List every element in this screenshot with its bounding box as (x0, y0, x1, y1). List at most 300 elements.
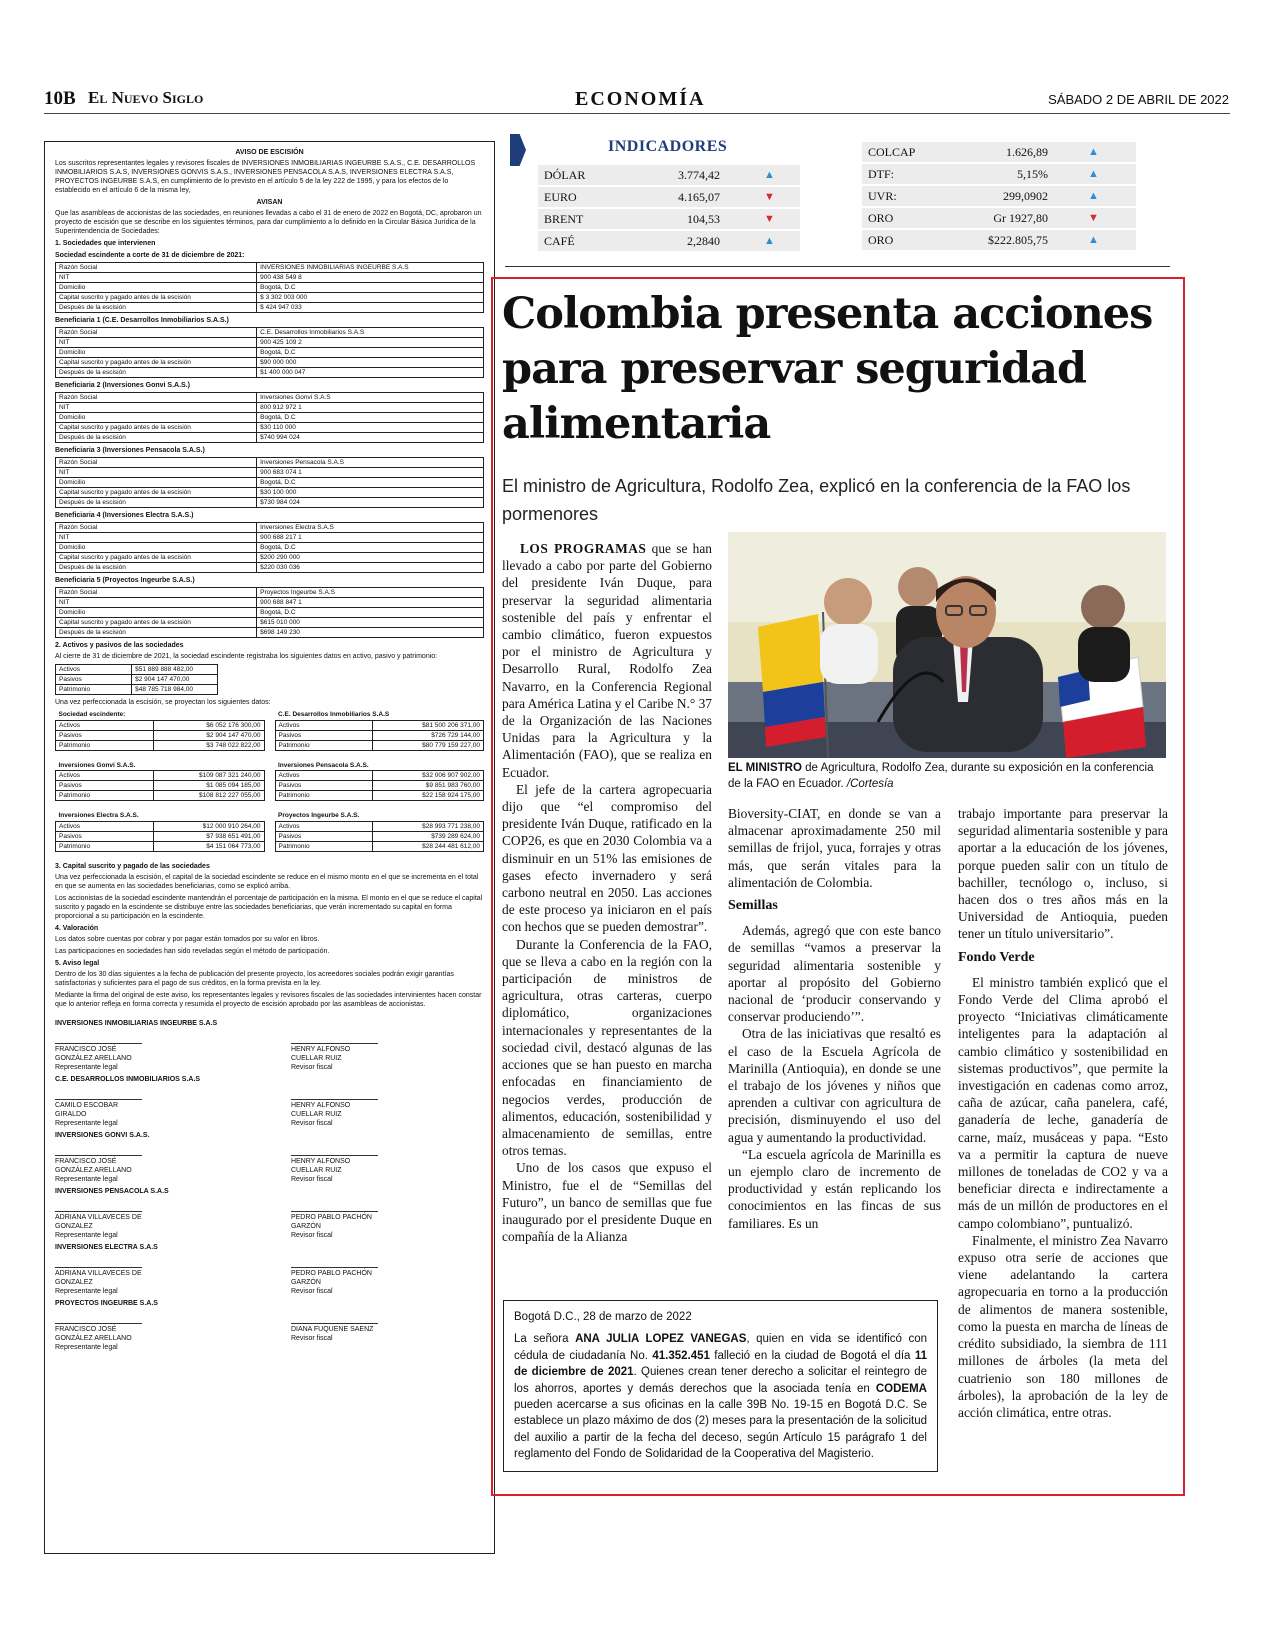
projected-header-row (275, 811, 484, 821)
row-label: Domicilio (56, 348, 257, 358)
article-paragraph (502, 540, 712, 781)
indicator-name: BRENT (544, 212, 584, 226)
row-label: Razón Social (56, 393, 257, 403)
row-label: Razón Social (56, 523, 257, 533)
projected-value: $12 000 910 264,00 (153, 821, 264, 831)
projected-table (55, 710, 265, 751)
balance-label: Pasivos (56, 675, 132, 685)
notice-avisan: AVISAN (256, 199, 283, 206)
company-table-row (56, 563, 484, 573)
indicator-value: 4.165,07 (678, 190, 720, 204)
notice-paragraph: Una vez perfeccionada la escisión, el capital de la sociedad escindente se reduce en el mismo monto en el que se incrementa en el total en que se aumenta en las sociedades beneficiarias, como se explicó arriba. (55, 873, 479, 890)
row-label: NIT (56, 338, 257, 348)
projected-label: Pasivos (275, 730, 373, 740)
projected-label: Activos (275, 771, 373, 781)
arrow-down-icon: ▼ (764, 191, 775, 203)
projected-row (275, 730, 484, 740)
indicator-row (862, 164, 1136, 184)
company-table-row (56, 273, 484, 283)
arrow-down-icon: ▼ (1088, 212, 1099, 224)
projected-value: $109 087 321 240,00 (153, 771, 264, 781)
row-value: Bogotá, D.C (257, 348, 484, 358)
signature-company: INVERSIONES GONVI S.A.S. (55, 1131, 150, 1139)
indicator-name: EURO (544, 190, 577, 204)
newspaper-name: El Nuevo Siglo (88, 88, 204, 107)
representative-signature (55, 1198, 248, 1240)
projected-label: Patrimonio (56, 740, 154, 750)
projected-label: Patrimonio (275, 841, 373, 851)
projected-label: Activos (56, 771, 154, 781)
representative-name: CAMILO ESCOBAR GIRALDO (55, 1099, 142, 1119)
row-label: Después de la escisión (56, 433, 257, 443)
row-label: Razón Social (56, 588, 257, 598)
projected-company: C.E. Desarrollos Inmobiliarios S.A.S (278, 711, 390, 719)
revisor-role: Revisor fiscal (290, 1175, 333, 1183)
indicator-name: ORO (868, 211, 894, 225)
projected-label: Pasivos (275, 831, 373, 841)
row-value: Inversiones Gonvi S.A.S (257, 393, 484, 403)
company-table-row (56, 358, 484, 368)
projected-value: $80 779 159 227,00 (373, 740, 484, 750)
row-value: Bogotá, D.C (257, 543, 484, 553)
row-label: Capital suscrito y pagado antes de la escisión (56, 358, 257, 368)
revisor-name: HENRY ALFONSO CUELLAR RUIZ (291, 1155, 378, 1175)
organization-name: CODEMA (875, 1382, 927, 1395)
article-paragraph: “La escuela agrícola de Marinilla es un ejemplo claro de incremento de productividad y están replicando los conocimientos en las fincas de sus familiares. Es un (728, 1146, 941, 1231)
balance-label: Activos (56, 665, 132, 675)
notice-paragraph: Al cierre de 31 de diciembre de 2021, la sociedad escindente registraba los siguientes datos en activo, pasivo y patrimonio: (55, 653, 438, 660)
projected-value: $1 085 094 185,00 (153, 781, 264, 791)
company-table-row (56, 293, 484, 303)
company-table-row (56, 263, 484, 273)
row-value: C.E. Desarrollos Inmobiliarios S.A.S (257, 328, 484, 338)
projected-value: $32 006 907 902,00 (373, 771, 484, 781)
row-label: Razón Social (56, 458, 257, 468)
projected-row (275, 771, 484, 781)
indicator-name: DÓLAR (544, 168, 586, 182)
section-name: ECONOMÍA (575, 88, 706, 110)
notice-paragraph: Que las asambleas de accionistas de las sociedades, en reuniones llevadas a cabo el 31 de enero de 2022 en Bogotá, DC, aprobaron un proyecto de escisión que se describe en los siguientes términos, para dar cumplimiento a lo definido en la Circular Básica Jurídica de la Superintendencia de Sociedades: (55, 210, 482, 235)
representative-role: Representante legal (55, 1343, 118, 1351)
company-table-row (56, 588, 484, 598)
row-value: $615 010 000 (257, 618, 484, 628)
balance-row (56, 675, 218, 685)
balance-value: $2 904 147 470,00 (132, 675, 218, 685)
revisor-role: Revisor fiscal (290, 1231, 333, 1239)
revisor-signature (291, 1086, 484, 1128)
notice-paragraph: Los accionistas de la sociedad escindente mantendrán el porcentaje de participación en la misma. El monto en el que se reduce el capital suscrito y pagado en la escindente se distribuye entre las sociedades beneficiarias, que verán incrementado su capital en forma proporcional a su participación en la escindente. (55, 894, 483, 920)
company-table-row (56, 478, 484, 488)
company-heading: Beneficiaria 5 (Proyectos Ingeurbe S.A.S.) (55, 577, 195, 584)
company-table-row (56, 348, 484, 358)
issue-date: SÁBADO 2 DE ABRIL DE 2022 (1048, 92, 1229, 107)
row-value: Bogotá, D.C (257, 478, 484, 488)
representative-name: ADRIANA VILLAVECES DE GONZALEZ (55, 1267, 142, 1287)
projected-row (275, 821, 484, 831)
company-table-row (56, 498, 484, 508)
projected-label: Activos (56, 821, 154, 831)
arrow-up-icon: ▲ (1088, 146, 1099, 158)
company-table-row (56, 543, 484, 553)
indicator-value: 299,0902 (1003, 189, 1048, 203)
company-table-row (56, 303, 484, 313)
row-label: Capital suscrito y pagado antes de la escisión (56, 553, 257, 563)
arrow-up-icon: ▲ (764, 169, 775, 181)
projected-value: $108 812 227 055,00 (153, 791, 264, 801)
caption-text: de Agricultura, Rodolfo Zea, durante su exposición en la conferencia de la FAO en Ecuador. (728, 762, 1154, 790)
row-label: Domicilio (56, 413, 257, 423)
row-label: Domicilio (56, 608, 257, 618)
page-number: 10B (44, 88, 76, 109)
company-table-row (56, 628, 484, 638)
notice-paragraph: Una vez perfeccionada la escisión, se proyectan los siguientes datos: (55, 699, 271, 706)
representative-signature (55, 1310, 248, 1352)
projected-label: Patrimonio (275, 791, 373, 801)
projected-tables (55, 710, 484, 854)
projected-row (56, 831, 265, 841)
company-table-row (56, 458, 484, 468)
row-value: 800 912 972 1 (257, 403, 484, 413)
representative-signature (55, 1030, 248, 1072)
company-table-row (56, 368, 484, 378)
row-value: $ 424 947 033 (257, 303, 484, 313)
row-label: Razón Social (56, 328, 257, 338)
company-table (55, 262, 484, 313)
projected-table (275, 811, 485, 852)
obituary-text: , quien en vida se identificó con cédula de ciudadanía No. (514, 1333, 927, 1362)
representative-name: FRANCISCO JOSÉ GONZÁLEZ ARELLANO (55, 1043, 142, 1063)
projected-label: Activos (275, 720, 373, 730)
article-paragraph: Finalmente, el ministro Zea Navarro expuso otra serie de acciones que viene adelantando la cartera agropecuaria en torno a la producción de alimentos de manera sostenible, como la puesta en marcha de líneas de crédito subsidiado, la siembra de 111 millones de árboles (la meta del cuatrienio son 180 millones de árboles), la aprobación de la ley de acción climática, entre otras. (958, 1232, 1168, 1420)
row-value: Bogotá, D.C (257, 608, 484, 618)
signature-row (55, 1142, 484, 1184)
company-table (55, 522, 484, 573)
revisor-role: Revisor fiscal (290, 1063, 333, 1071)
company-table-row (56, 468, 484, 478)
row-label: Después de la escisión (56, 563, 257, 573)
representative-signature (55, 1086, 248, 1128)
row-label: NIT (56, 598, 257, 608)
obituary-text: La señora (514, 1333, 576, 1346)
projected-header-row (275, 710, 484, 720)
row-label: Capital suscrito y pagado antes de la escisión (56, 293, 257, 303)
revisor-signature (291, 1198, 484, 1240)
company-table-row (56, 433, 484, 443)
notice-heading: 5. Aviso legal (55, 959, 100, 967)
paragraph-text: que se han llevado a cabo por parte del Gobierno del presidente Iván Duque, para preservar la seguridad alimentaria sostenible del país y enfrentar el cambio climático, fueron expuestos por el ministro de Agricultura y Desarrollo Rural, Rodolfo Zea Navarro, en la Conferencia Regional para América Latina y el Caribe N.° 37 de la Organización de las Naciones Unidas para la Agricultura y la Alimentación (FAO), que se realiza en Ecuador. (502, 541, 713, 780)
signature-row (55, 1086, 484, 1128)
company-table-row (56, 328, 484, 338)
projected-value: $739 289 624,00 (373, 831, 484, 841)
company-table-row (56, 523, 484, 533)
projected-header-row (275, 761, 484, 771)
obituary-body (514, 1331, 927, 1462)
projected-label: Patrimonio (275, 740, 373, 750)
revisor-name: PEDRO PABLO PACHÓN GARZÓN (291, 1267, 378, 1287)
notice-intro: Los suscritos representantes legales y revisores fiscales de INVERSIONES INMOBILIARIAS INGEURBE S.A.S., C.E. DESARROLLOS INMOBILIARIOS S.A.S, INVERSIONES GONVIS S.A.S., INVERSIONES PENSACOLA S.A.S, INVERSIONES ELECTRA S.A.S, PROYECTOS INGEURBE S.A.S, en cumplimiento de lo previsto en el artículo 5 de la ley 222 de 1995, y para los efectos de lo establecido en el artículo 6 de la misma ley, (55, 160, 476, 194)
row-value: 900 688 217 1 (257, 533, 484, 543)
revisor-signature (291, 1142, 484, 1184)
row-value: Inversiones Pensacola S.A.S (257, 458, 484, 468)
projected-row (56, 740, 265, 750)
notice-heading: 1. Sociedades que intervienen (55, 240, 156, 247)
projected-company: Proyectos Ingeurbe S.A.S. (278, 812, 360, 820)
company-table-row (56, 403, 484, 413)
balance-row (56, 665, 218, 675)
indicator-name: ORO (868, 233, 894, 247)
company-heading: Beneficiaria 1 (C.E. Desarrollos Inmobiliarios S.A.S.) (55, 317, 229, 324)
row-value: $30 110 000 (257, 423, 484, 433)
row-value: $30 100 000 (257, 488, 484, 498)
revisor-signature (291, 1254, 484, 1296)
projected-label: Pasivos (275, 781, 373, 791)
balance-table (55, 664, 218, 695)
company-table-row (56, 488, 484, 498)
subheading-fondo-verde: Fondo Verde (958, 949, 1035, 965)
projected-value: $28 244 481 612,00 (373, 841, 484, 851)
indicator-value: 2,2840 (687, 234, 720, 248)
obituary-text: falleció en la ciudad de Bogotá el día (709, 1349, 915, 1362)
company-table (55, 392, 484, 443)
caption-credit: /Cortesía (846, 778, 894, 790)
indicator-name: DTF: (868, 167, 895, 181)
row-value: 900 438 549 8 (257, 273, 484, 283)
signature-company: INVERSIONES ELECTRA S.A.S (55, 1243, 158, 1251)
notice-heading: 2. Activos y pasivos de las sociedades (55, 642, 184, 649)
projected-value: $6 052 176 300,00 (153, 720, 264, 730)
representative-role: Representante legal (55, 1231, 118, 1239)
row-value: $698 149 230 (257, 628, 484, 638)
obituary-dateline: Bogotá D.C., 28 de marzo de 2022 (514, 1311, 692, 1323)
company-table-row (56, 393, 484, 403)
indicator-value: $222.805,75 (988, 233, 1048, 247)
indicator-value: 3.774,42 (678, 168, 720, 182)
projected-value: $726 729 144,00 (373, 730, 484, 740)
indicator-row (862, 142, 1136, 162)
indicator-name: CAFÉ (544, 234, 575, 248)
company-table-row (56, 533, 484, 543)
id-number: 41.352.451 (652, 1349, 710, 1362)
signature-company: INVERSIONES PENSACOLA S.A.S (55, 1187, 169, 1195)
article-headline: Colombia presenta acciones para preservar seguridad alimentaria (502, 289, 1153, 449)
projected-label: Activos (275, 821, 373, 831)
indicator-row (538, 209, 800, 229)
row-value: $1 400 000 047 (257, 368, 484, 378)
obituary-notice (503, 1300, 938, 1472)
signature-row (55, 1310, 484, 1352)
company-table-row (56, 598, 484, 608)
signature-company: PROYECTOS INGEURBE S.A.S (55, 1299, 158, 1307)
indicator-row (538, 187, 800, 207)
projected-table (275, 761, 485, 802)
company-table (55, 457, 484, 508)
projected-label: Patrimonio (56, 841, 154, 851)
projected-row (56, 841, 265, 851)
representative-role: Representante legal (55, 1119, 118, 1127)
article-deck: El ministro de Agricultura, Rodolfo Zea, explicó en la conferencia de la FAO los pormenores (502, 476, 1131, 524)
projected-company: Inversiones Electra S.A.S. (58, 812, 139, 820)
row-label: Después de la escisión (56, 628, 257, 638)
article-column-1 (502, 540, 712, 1245)
deceased-name: ANA JULIA LOPEZ VANEGAS (575, 1333, 747, 1346)
notice-heading: 4. Valoración (55, 924, 99, 932)
balance-value: $48 785 718 984,00 (132, 685, 218, 695)
row-label: Capital suscrito y pagado antes de la escisión (56, 618, 257, 628)
article-paragraph: El ministro también explicó que el Fondo Verde del Clima aprobó el proyecto “Iniciativas climáticamente inteligentes para la adaptación al cambio climático y sostenibilidad en sistemas productivos”, que permite la investigación en cadenas como arroz, caña de azúcar, caña panelera, café, ganadería de leche, ganadería de carne, maíz, musáceas y papa. “Esto va a permitir la captura de nueve millones de toneladas de CO2 y va a beneficiar directa e indirectamente a más de un millón de productores en el campo colombiano”, puntualizó. (958, 974, 1168, 1231)
row-label: Capital suscrito y pagado antes de la escisión (56, 488, 257, 498)
row-label: Domicilio (56, 543, 257, 553)
signature-company: C.E. DESARROLLOS INMOBILIARIOS S.A.S (55, 1075, 201, 1083)
row-value: Bogotá, D.C (257, 283, 484, 293)
arrow-up-icon: ▲ (1088, 190, 1099, 202)
representative-role: Representante legal (55, 1175, 118, 1183)
projected-table (55, 761, 265, 802)
indicator-row (862, 208, 1136, 228)
projected-row (56, 730, 265, 740)
company-table-row (56, 413, 484, 423)
projected-pair (55, 761, 484, 804)
row-label: Capital suscrito y pagado antes de la escisión (56, 423, 257, 433)
row-label: Domicilio (56, 478, 257, 488)
projected-header-row (56, 761, 265, 771)
revisor-signature (291, 1030, 484, 1072)
revisor-role: Revisor fiscal (290, 1334, 333, 1342)
revisor-role: Revisor fiscal (290, 1119, 333, 1127)
row-value: $ 3 302 003 000 (257, 293, 484, 303)
projected-label: Pasivos (56, 730, 154, 740)
projected-row (275, 740, 484, 750)
signature-row (55, 1030, 484, 1072)
projected-value: $28 993 771 238,00 (373, 821, 484, 831)
row-label: NIT (56, 468, 257, 478)
row-value: Inversiones Electra S.A.S (257, 523, 484, 533)
company-table (55, 327, 484, 378)
indicator-value: 1.626,89 (1006, 145, 1048, 159)
lead-word: LOS PROGRAMAS (520, 541, 647, 556)
notice-paragraph: Las participaciones en sociedades han sido reveladas según el método de participación. (55, 947, 330, 955)
balance-value: $51 889 888 482,00 (132, 665, 218, 675)
revisor-name: HENRY ALFONSO CUELLAR RUIZ (291, 1043, 378, 1063)
projected-row (56, 791, 265, 801)
article-paragraph: Durante la Conferencia de la FAO, que se lleva a cabo en la región con la participación de ministros de agricultura, otras carteras, cuerpo diplomático, organizaciones internacionales y representantes de la sociedad civil, destacó algunas de las acciones que se han puesto en marcha enfocadas en financiamiento de negocios verdes, producción de alimentos, educación, sostenibilidad y almacenamiento de semillas, entre otros temas. (502, 936, 712, 1159)
projected-header-row (56, 710, 265, 720)
projected-value: $3 748 022 822,00 (153, 740, 264, 750)
balance-label: Patrimonio (56, 685, 132, 695)
revisor-role: Revisor fiscal (290, 1287, 333, 1295)
company-heading: Beneficiaria 3 (Inversiones Pensacola S.A.S.) (55, 447, 205, 454)
revisor-signature (291, 1310, 484, 1352)
representative-signature (55, 1254, 248, 1296)
notice-paragraph: Los datos sobre cuentas por cobrar y por pagar están tomados por su valor en libros. (55, 935, 320, 943)
projected-row (275, 831, 484, 841)
projected-value: $22 158 924 175,00 (373, 791, 484, 801)
projected-company: Inversiones Gonvi S.A.S. (58, 761, 136, 769)
projected-pair (55, 710, 484, 753)
projected-company: Sociedad escindente: (58, 711, 126, 719)
arrow-up-icon: ▲ (764, 235, 775, 247)
representative-name: FRANCISCO JOSÉ GONZÁLEZ ARELLANO (55, 1323, 142, 1343)
projected-row (56, 781, 265, 791)
indicator-row (862, 186, 1136, 206)
representative-role: Representante legal (55, 1287, 118, 1295)
row-label: NIT (56, 533, 257, 543)
row-value: $740 994 024 (257, 433, 484, 443)
revisor-name: PEDRO PABLO PACHÓN GARZÓN (291, 1211, 378, 1231)
row-value: INVERSIONES INMOBILIARIAS INGEURBE S.A.S (257, 263, 484, 273)
projected-pair (55, 811, 484, 854)
indicator-row (862, 230, 1136, 250)
article-column-3 (958, 805, 1168, 1421)
company-tables (55, 262, 484, 638)
projected-value: $7 938 651 491,00 (153, 831, 264, 841)
company-table-row (56, 553, 484, 563)
company-table-row (56, 608, 484, 618)
escision-notice (44, 141, 495, 1554)
obituary-text: . Quienes crean tener derecho a solicitar el reintegro de los ahorros, aportes y demás derechos que la asociada tenía en (514, 1366, 927, 1395)
row-value: $730 984 024 (257, 498, 484, 508)
indicator-name: UVR: (868, 189, 897, 203)
article-paragraph: El jefe de la cartera agropecuaria dijo que “el compromiso del presidente Iván Duque, ratificado en la COP26, es que en 2030 Colombia va a disminuir en un 51% las emisiones de gases efecto invernadero y será carbono neutral en 2050. Las acciones de este proceso ya iniciaron en el país con hechos que se pueden demostrar”. (502, 781, 712, 935)
company-table-row (56, 423, 484, 433)
row-label: Después de la escisión (56, 368, 257, 378)
row-value: Bogotá, D.C (257, 413, 484, 423)
row-label: Domicilio (56, 283, 257, 293)
indicator-name: COLCAP (868, 145, 916, 159)
projected-label: Pasivos (56, 781, 154, 791)
projected-value: $4 151 064 773,00 (153, 841, 264, 851)
obituary-text: pueden acercarse a sus oficinas en la calle 39B No. 19-15 en Bogotá D.C. Se establece un plazo máximo de dos (2) meses para la presentación de la solicitud del auxilio a partir de la fecha del deceso, según Artículo 15 parágrafo 1 del reglamento del Fondo de Solidaridad de la Cooperativa del Magisterio. (514, 1399, 927, 1461)
row-label: NIT (56, 403, 257, 413)
company-heading: Beneficiaria 2 (Inversiones Gonvi S.A.S.) (55, 382, 190, 389)
company-heading: Beneficiaria 4 (Inversiones Electra S.A.S.) (55, 512, 194, 519)
row-value: 900 425 109 2 (257, 338, 484, 348)
representative-role: Representante legal (55, 1063, 118, 1071)
notice-subheading: Sociedad escindente a corte de 31 de diciembre de 2021: (55, 252, 245, 259)
projected-label: Pasivos (56, 831, 154, 841)
projected-row (275, 791, 484, 801)
projected-row (56, 821, 265, 831)
arrow-up-icon: ▲ (1088, 234, 1099, 246)
indicator-row (538, 165, 800, 185)
representative-signature (55, 1142, 248, 1184)
row-value: Proyectos Ingeurbe S.A.S (257, 588, 484, 598)
company-table-row (56, 338, 484, 348)
indicator-value: 104,53 (687, 212, 720, 226)
projected-row (56, 771, 265, 781)
notice-heading: 3. Capital suscrito y pagado de las sociedades (55, 862, 210, 870)
projected-company: Inversiones Pensacola S.A.S. (278, 761, 369, 769)
indicator-value: Gr 1927,80 (993, 211, 1048, 225)
projected-label: Patrimonio (56, 791, 154, 801)
arrow-down-icon: ▼ (764, 213, 775, 225)
signature-company: INVERSIONES INMOBILIARIAS INGEURBE S.A.S (55, 1019, 218, 1027)
header-rule (44, 113, 1230, 114)
article-paragraph: Además, agregó que con este banco de semillas “vamos a preservar la seguridad alimentaria sostenible y aportar al propósito del Gobierno nacional de ‘producir conservando y conservar produciendo’”. (728, 923, 941, 1025)
article-paragraph: trabajo importante para preservar la seguridad alimentaria sostenible y para aportar a la educación de los jóvenes, porque pueden salir con un título de bachiller, tecnólogo o, incluso, si hacen dos o tres años más en la Universidad de Antioquia, pueden tener un título universitario”. (958, 806, 1168, 942)
notice-title: AVISO DE ESCISIÓN (235, 149, 304, 156)
projected-row (56, 720, 265, 730)
projected-header-row (56, 811, 265, 821)
projected-row (275, 841, 484, 851)
projected-value: $9 851 983 760,00 (373, 781, 484, 791)
article-column-2 (728, 805, 941, 1232)
row-label: Después de la escisión (56, 303, 257, 313)
row-label: Razón Social (56, 263, 257, 273)
photo-caption (728, 760, 1166, 792)
signature-row (55, 1254, 484, 1296)
row-value: 900 688 847 1 (257, 598, 484, 608)
company-table (55, 587, 484, 638)
